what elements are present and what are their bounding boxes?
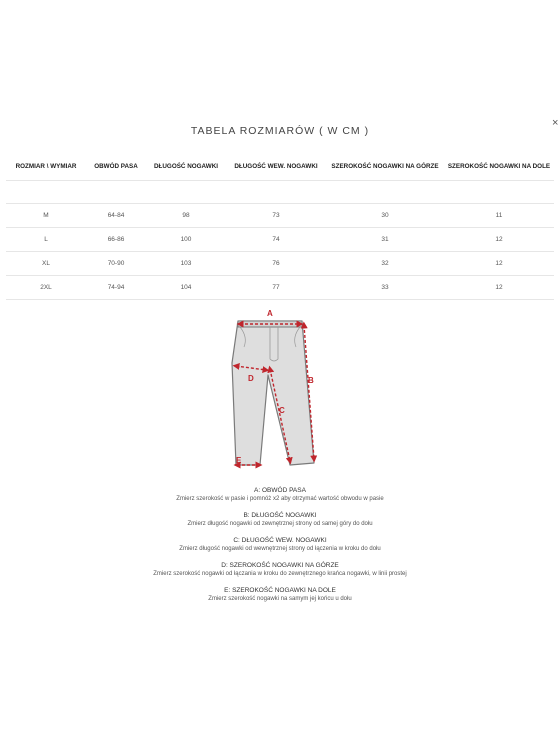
- table-cell: 74-94: [86, 276, 146, 300]
- table-cell: 12: [444, 276, 554, 300]
- description-text: Zmierz szerokość w pasie i pomnóż x2 aby otrzymać wartość obwodu w pasie: [176, 496, 384, 502]
- column-header-inner-leg-length: DŁUGOŚĆ WEW. NOGAWKI: [226, 152, 326, 181]
- table-cell: 70-90: [86, 252, 146, 276]
- column-header-leg-width-top: SZEROKOŚĆ NOGAWKI NA GÓRZE: [326, 152, 444, 181]
- table-row: [6, 276, 554, 300]
- pants-illustration: [218, 303, 342, 473]
- size-cell: 2XL: [6, 276, 86, 300]
- table-cell: 98: [146, 204, 226, 228]
- table-cell: 31: [326, 228, 444, 252]
- label-d: D: [248, 374, 254, 383]
- description-header: D: SZEROKOŚĆ NOGAWKI NA GÓRZE: [221, 562, 339, 569]
- table-cell: 12: [444, 252, 554, 276]
- description-d: [0, 561, 560, 579]
- table-cell: 33: [326, 276, 444, 300]
- table-cell: 77: [226, 276, 326, 300]
- size-table: [6, 152, 554, 300]
- column-header-leg-width-bottom: SZEROKOŚĆ NOGAWKI NA DOLE: [444, 152, 554, 181]
- description-text: Zmierz długość nogawki od wewnętrznej strony od łączenia w kroku do dołu: [179, 546, 381, 552]
- label-e: E: [236, 456, 242, 465]
- table-cell: 103: [146, 252, 226, 276]
- description-e: [0, 586, 560, 604]
- description-a: [0, 486, 560, 504]
- label-b: B: [308, 376, 314, 385]
- table-cell: 76: [226, 252, 326, 276]
- table-cell: 12: [444, 228, 554, 252]
- description-text: Zmierz szerokość nogawki od łączania w kroku do zewnętrznego krańca nogawki, w linii prostej: [153, 571, 407, 577]
- size-chart-title: TABELA ROZMIARÓW ( W CM ): [190, 125, 370, 137]
- description-header: B: DŁUGOŚĆ NOGAWKI: [243, 512, 317, 519]
- measurement-descriptions: [0, 486, 560, 611]
- table-cell: 32: [326, 252, 444, 276]
- table-cell: 64-84: [86, 204, 146, 228]
- size-cell: M: [6, 204, 86, 228]
- table-cell: 66-86: [86, 228, 146, 252]
- size-cell: XL: [6, 252, 86, 276]
- table-row: [6, 228, 554, 252]
- description-header: C: DŁUGOŚĆ WEW. NOGAWKI: [233, 537, 327, 544]
- description-c: [0, 536, 560, 554]
- table-cell: 73: [226, 204, 326, 228]
- description-header: E: SZEROKOŚĆ NOGAWKI NA DOLE: [224, 587, 336, 594]
- table-cell: 104: [146, 276, 226, 300]
- table-spacer-row: [6, 181, 554, 204]
- description-header: A: OBWÓD PASA: [254, 487, 306, 494]
- column-header-size: ROZMIAR \ WYMIAR: [6, 152, 86, 181]
- table-row: [6, 252, 554, 276]
- description-text: Zmierz szerokość nogawki na samym jej końcu u dołu: [208, 596, 352, 602]
- table-header-row: [6, 152, 554, 181]
- table-cell: 100: [146, 228, 226, 252]
- description-text: Zmierz długość nogawki od zewnętrznej strony od samej góry do dołu: [187, 521, 373, 527]
- column-header-waist: OBWÓD PASA: [86, 152, 146, 181]
- label-c: C: [279, 406, 285, 415]
- label-a: A: [267, 309, 273, 318]
- pants-shape: [232, 321, 314, 465]
- description-b: [0, 511, 560, 529]
- close-icon[interactable]: ×: [552, 117, 559, 129]
- table-row: [6, 204, 554, 228]
- table-cell: 30: [326, 204, 444, 228]
- table-cell: 74: [226, 228, 326, 252]
- size-cell: L: [6, 228, 86, 252]
- table-cell: 11: [444, 204, 554, 228]
- pants-measurement-diagram: [218, 303, 342, 473]
- column-header-leg-length: DŁUGOŚĆ NOGAWKI: [146, 152, 226, 181]
